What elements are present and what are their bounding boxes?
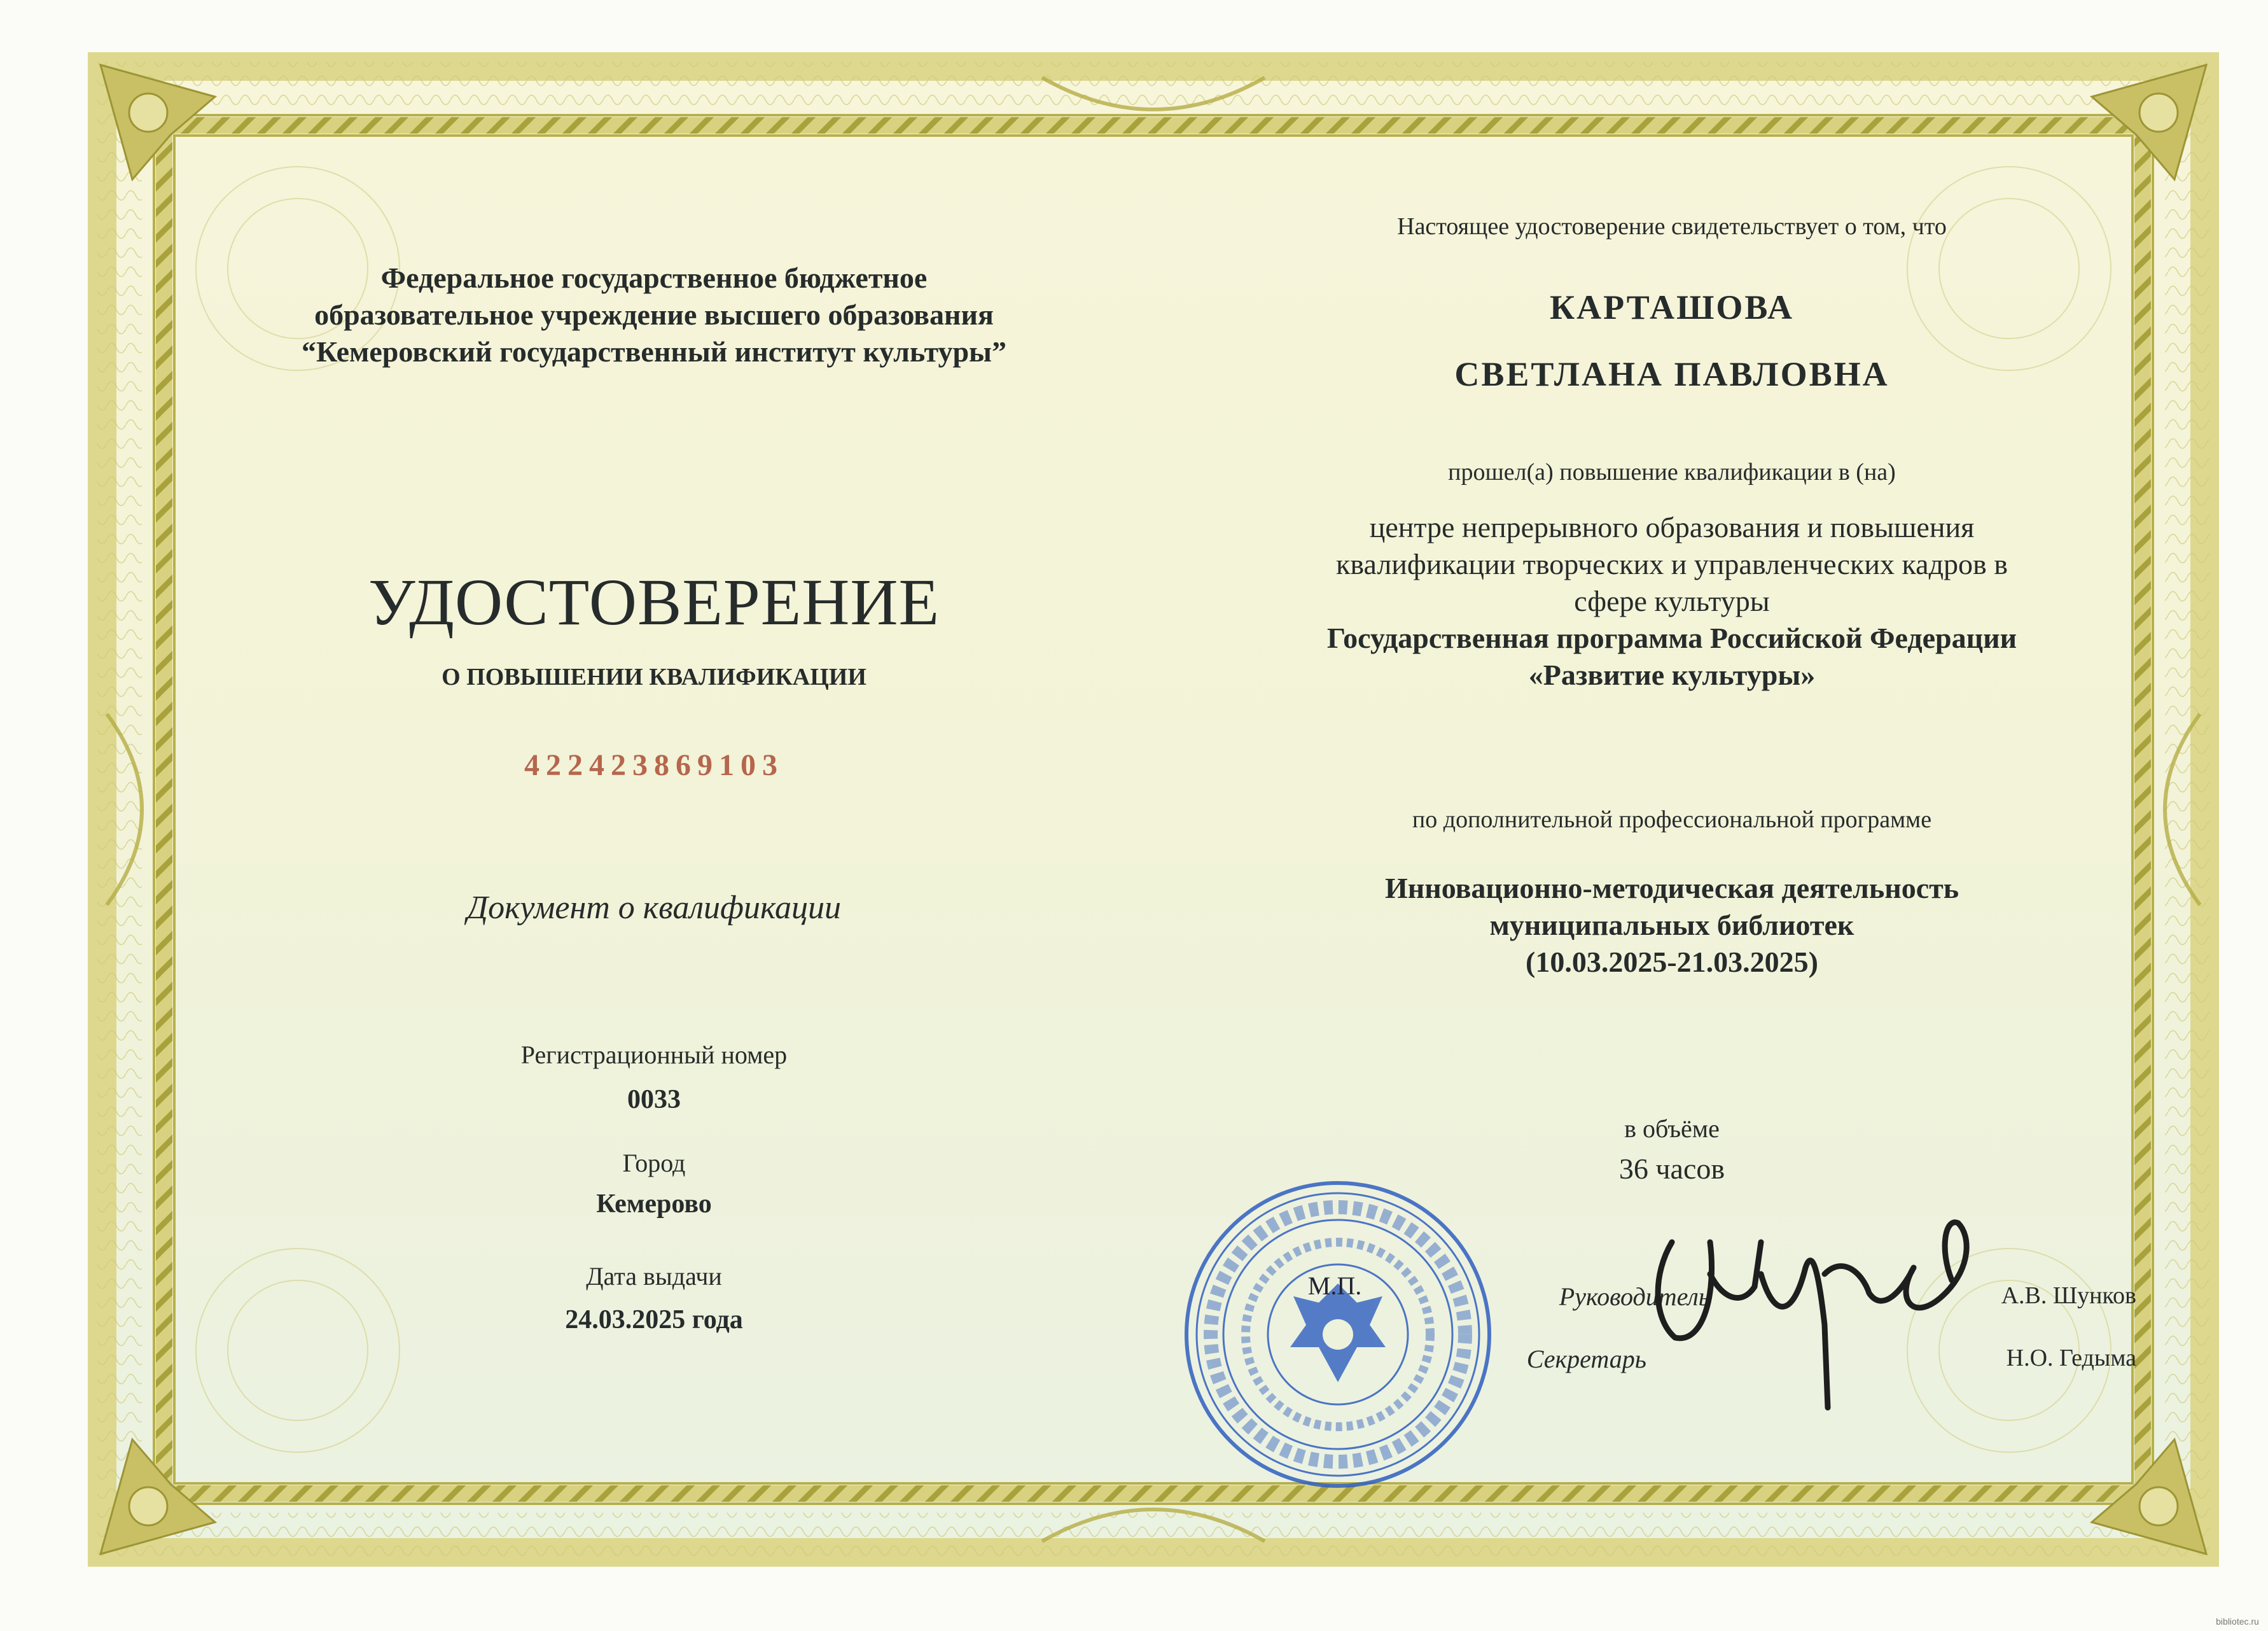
qualification-passed-text: прошел(а) повышение квалификации в (на) (1448, 459, 1896, 486)
intro-text: Настоящее удостоверение свидетельствует о том, что (1397, 213, 1947, 240)
institution-line-3: “Кемеровский государственный институт культуры” (302, 335, 1006, 368)
institution-line-1: Федеральное государственное бюджетное (380, 262, 928, 294)
official-seal (1176, 1172, 1500, 1497)
issue-date-label: Дата выдачи (586, 1262, 722, 1291)
gov-program-line-2: «Развитие культуры» (1528, 659, 1816, 691)
program-line-1: Инновационно-методическая деятельность (1384, 872, 1959, 904)
program-line-2: муниципальных библиотек (1489, 909, 1854, 941)
given-names: СВЕТЛАНА ПАВЛОВНА (1454, 355, 1889, 393)
signature (1615, 1198, 2009, 1427)
city-label: Город (622, 1149, 686, 1177)
surname: КАРТАШОВА (1549, 288, 1795, 326)
certificate-sheet (88, 52, 2219, 1567)
serial-number: 422423869103 (524, 748, 784, 782)
center-line-1: центре непрерывного образования и повышения (1369, 511, 1975, 543)
program-dates: (10.03.2025-21.03.2025) (1526, 946, 1818, 978)
document-subtitle: О ПОВЫШЕНИИ КВАЛИФИКАЦИИ (442, 664, 866, 690)
center-line-2: квалификации творческих и управленческих кадров в (1336, 548, 2008, 580)
secretary-name: Н.О. Гедыма (2006, 1345, 2136, 1371)
document-type: Документ о квалификации (467, 890, 841, 926)
program-label: по дополнительной профессиональной программе (1412, 806, 1932, 833)
secretary-label: Секретарь (1526, 1345, 1646, 1373)
watermark: bibliotec.ru (2216, 1616, 2259, 1627)
institution-line-2: образовательное учреждение высшего образования (314, 298, 994, 331)
document-title: УДОСТОВЕРЕНИЕ (368, 566, 940, 639)
city: Кемерово (596, 1189, 712, 1219)
head-name: А.В. Шунков (2001, 1282, 2136, 1309)
center-line-3: сфере культуры (1574, 585, 1770, 617)
registration-number: 0033 (627, 1085, 681, 1114)
seal-mark: М.П. (1307, 1271, 1362, 1300)
registration-label: Регистрационный номер (520, 1040, 788, 1069)
volume-hours: 36 часов (1618, 1152, 1725, 1185)
gov-program-line-1: Государственная программа Российской Федерации (1326, 622, 2017, 654)
volume-label: в объёме (1624, 1114, 1720, 1143)
head-label: Руководитель (1559, 1282, 1710, 1311)
issue-date: 24.03.2025 года (565, 1305, 743, 1334)
